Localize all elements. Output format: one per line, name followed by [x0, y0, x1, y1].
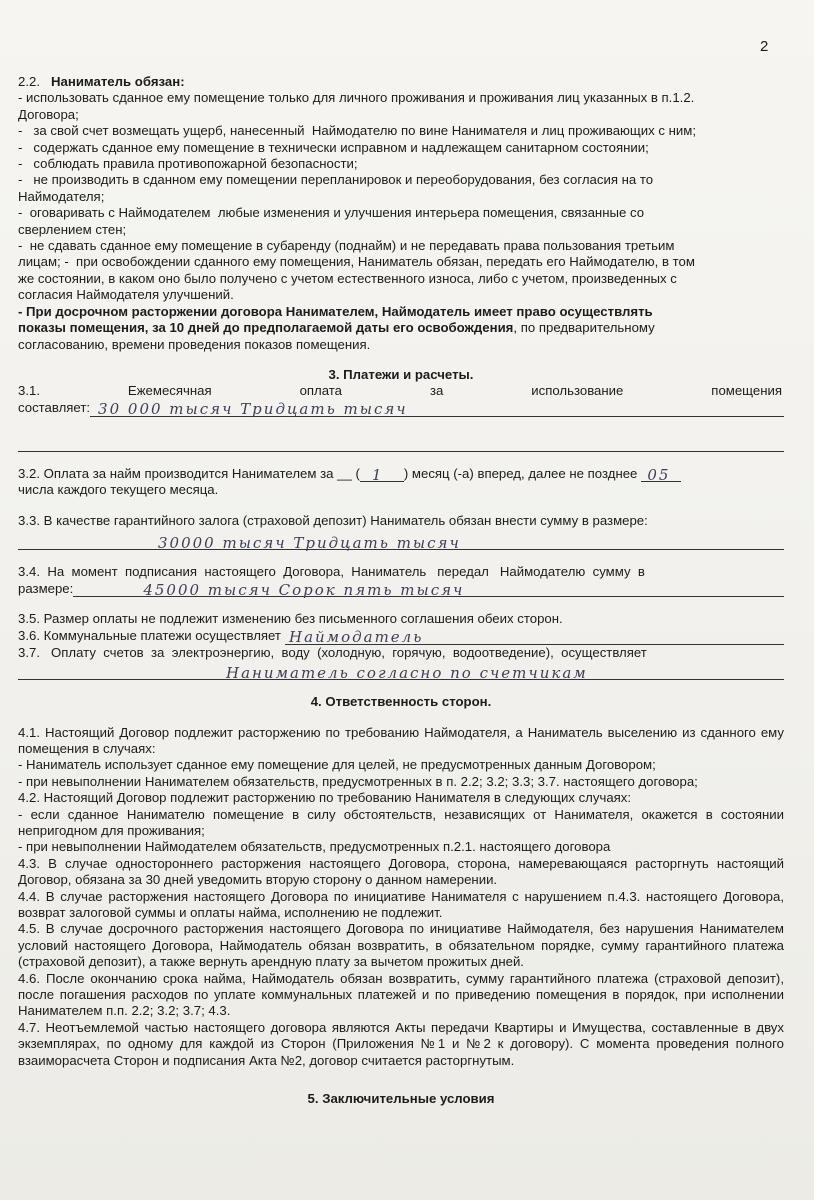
clause-heading: Наниматель обязан: [51, 74, 185, 89]
deposit-field [18, 533, 784, 550]
clause-4-5: 4.5. В случае досрочного расторжения настоящего Договора по инициативе Наймодателя, без нарушения Нанимателем условий настоящего Договора, Наймодатель обязан возвратить, в обязательном порядке, сумму гарантийного платежа (страховой депозит), а также вернуть арендную плату за вычетом прожитых дней. [18, 921, 784, 970]
clause-3-4-fill [18, 580, 784, 597]
clause-word: помещения [711, 383, 782, 399]
document-body [18, 74, 784, 1108]
clause-3-5: 3.5. Размер оплаты не подлежит изменению без письменного соглашения обеих сторон. [18, 611, 563, 627]
meter-payer-field [18, 663, 784, 680]
clause-word: Ежемесячная [127, 383, 212, 399]
clause-text: 3.6. Коммунальные платежи осуществляет [18, 628, 281, 644]
clause-4-2: 4.2. Настоящий Договор подлежит расторжению по требованию Нанимателя в следующих случаях: [18, 790, 632, 806]
section-3-title: 3. Платежи и расчеты. [328, 366, 474, 382]
section-4-title: 4. Ответственность сторон. [310, 694, 492, 710]
text-line: - за свой счет возмещать ущерб, нанесенный Наймодателю по вине Нанимателя и лиц проживающих с ним; [18, 123, 697, 139]
clause-4-4: 4.4. В случае расторжения настоящего Договора по инициативе Нанимателя с нарушением п.4.3. настоящего Договора, возврат залоговой суммы и оплаты найма, исполнению не подлежит. [18, 888, 784, 921]
clause-3-4: 3.4. На момент подписания настоящего Договора, Наниматель передал Наймодателю сумму в [18, 563, 645, 579]
clause-text: ) месяц (-а) вперед, далее не позднее [403, 465, 638, 481]
clause-4-6: 4.6. После окончанию срока найма, Наймодатель обязан возвратить, сумму гарантийного платежа (страховой депозит), после погашения расходов по уплате коммунальных платежей и по приведению помещения в порядок, при исполнении Нанимателем п.п. 2.2; 3.2; 3.7; 4.3. [18, 970, 784, 1019]
clause-number: 2.2. [18, 74, 40, 89]
text-line: числа каждого текущего месяца. [18, 482, 219, 498]
field-label: составляет: [18, 400, 91, 416]
text-line: сверлением стен; [18, 221, 127, 237]
bold-clause-line: - При досрочном расторжении договора Нанимателем, Наймодатель имеет право осуществлять [18, 303, 653, 319]
clause-3-1-fill [18, 400, 784, 417]
clause-3-7: 3.7. Оплату счетов за электроэнергию, воду (холодную, горячую, водоотведение), осуществляет [18, 644, 647, 660]
clause-text: 3.2. Оплата за найм производится Нанимателем за __ ( [18, 465, 360, 481]
clause-4-2-item: - при невыполнении Наймодателем обязательств, предусмотренных п.2.1. настоящего договора [18, 839, 611, 855]
clause-word: использование [531, 383, 624, 399]
text-line: согласия Наймодателя улучшений. [18, 287, 234, 303]
clause-4-1: 4.1. Настоящий Договор подлежит расторжению по требованию Наймодателя, а Наниматель выселению из сданного ему помещения в случаях: [18, 724, 784, 756]
text-line: - использовать сданное ему помещение только для личного проживания и проживания лиц указанных в п.1.2. [18, 90, 695, 106]
clause-word: за [429, 383, 444, 399]
clause-tail: , по предварительному [513, 320, 655, 336]
text-line: - соблюдать правила противопожарной безопасности; [18, 156, 358, 172]
text-line: согласованию, времени проведения показов помещения. [18, 336, 371, 352]
clause-4-7: 4.7. Неотъемлемой частью настоящего договора являются Акты передачи Квартиры и Имущества, составленные в двух экземплярах, по одному для каждой из Сторон (Приложения №1 и №2 к договору). С момента проведения полного взаиморасчета Сторон и подписания Акта №2, договор считается расторгнутым. [18, 1019, 784, 1068]
text-line: - оговаривать с Наймодателем любые изменения и улучшения интерьера помещения, связанные со [18, 205, 645, 221]
handwritten-deposit-amount: 30000 тысяч Тридцать тысяч [158, 533, 461, 552]
handwritten-rent-amount: 30 000 тысяч Тридцать тысяч [98, 400, 408, 419]
section-2-2-heading [18, 74, 784, 90]
blank-line [18, 435, 784, 452]
handwritten-utilities-payer: Наймодатель [288, 628, 424, 647]
text-line: Наймодателя; [18, 188, 105, 204]
handwritten-paid-amount: 45000 тысяч Сорок пять тысяч [143, 580, 465, 599]
field-label: размере: [18, 580, 74, 596]
clause-3-3: 3.3. В качестве гарантийного залога (страховой депозит) Наниматель обязан внести сумму в размере: [18, 512, 648, 528]
clause-4-3: 4.3. В случае одностороннего расторжения настоящего Договора, сторона, намеревающаяся расторгнуть настоящий Договор, обязана за 30 дней уведомить вторую сторону о данном намерении. [18, 855, 784, 888]
clause-number: 3.1. [18, 383, 40, 399]
text-line: же состоянии, в каком оно было получено с учетом естественного износа, либо с учетом, произведенных с [18, 270, 677, 286]
clause-4-1-item: - при невыполнении Нанимателем обязательств, предусмотренных в п. 2.2; 3.2; 3.3; 3.7. настоящего договора; [18, 773, 698, 789]
clause-3-2-line [18, 466, 784, 482]
clause-4-2-item: - если сданное Нанимателю помещение в силу обстоятельств, независящих от Нанимателя, окажется в состоянии непригодном для проживания; [18, 806, 784, 838]
handwritten-months: 1 [371, 465, 384, 484]
text-line: лицам; - при освобождении сданного ему помещения, Наниматель обязан, передать его Наймодателю, в том [18, 254, 695, 270]
text-line: - не сдавать сданное ему помещение в субаренду (поднайм) и не передавать права пользования третьим [18, 238, 675, 254]
rent-amount-field [90, 400, 784, 417]
clause-3-6 [18, 628, 784, 645]
handwritten-payment-day: 05 [647, 465, 671, 484]
text-line [18, 320, 784, 336]
clause-word: оплата [299, 383, 343, 399]
clause-4-1-item: - Наниматель использует сданное ему помещение для целей, не предусмотренных данным Договором; [18, 757, 656, 773]
text-line: - не производить в сданном ему помещении перепланировок и переоборудования, без согласия на то [18, 172, 654, 188]
utilities-payer-field [285, 628, 784, 645]
clause-3-1-words [18, 383, 784, 399]
bold-clause-text: показы помещения, за 10 дней до предполагаемой даты его освобождения [18, 320, 514, 336]
text-line: - содержать сданное ему помещение в технически исправном и надлежащем санитарном состоянии; [18, 139, 649, 155]
paid-amount-field [73, 580, 784, 597]
months-field [360, 466, 404, 482]
handwritten-meter-payer: Наниматель согласно по счетчикам [226, 663, 588, 682]
page-number: 2 [760, 38, 769, 55]
payment-day-field [641, 466, 681, 482]
text-line: Договора; [18, 106, 79, 122]
section-5-title: 5. Заключительные условия [307, 1091, 495, 1107]
